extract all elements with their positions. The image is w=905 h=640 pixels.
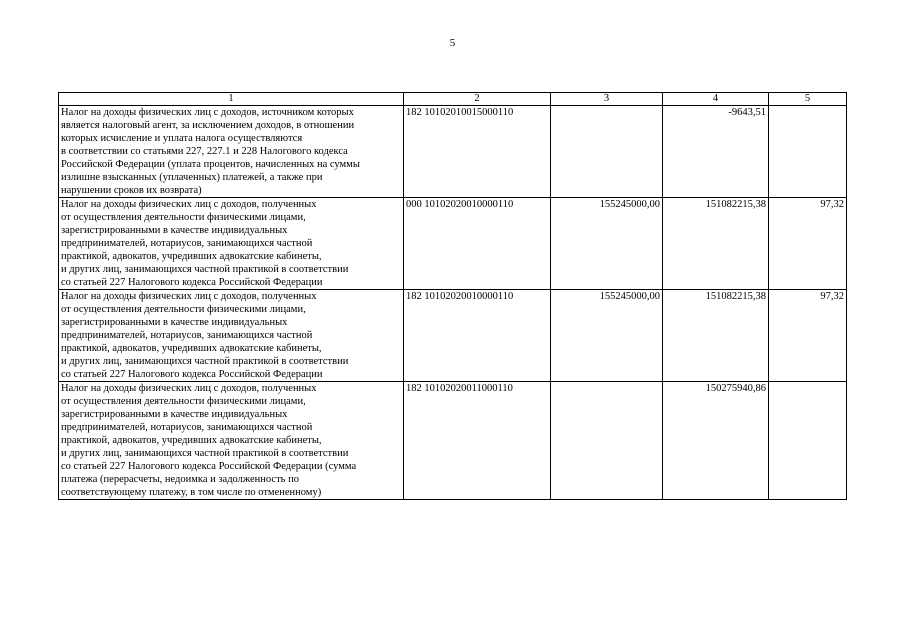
column-header-5: 5 bbox=[769, 93, 847, 106]
actual-amount-cell: 150275940,86 bbox=[663, 382, 769, 500]
page-number: 5 bbox=[449, 37, 456, 49]
budget-revenue-table bbox=[58, 92, 847, 500]
income-name-cell: Налог на доходы физических лиц с доходов, источником которых является налоговый агент, за исключением доходов, в отношении которых исчисление и уплата налога осуществляются в соответствии со статьями 227, 227.1 и 228 Налогового кодекса Российской Федерации (уплата процентов, начисленных на суммы излишне взысканных (уплаченных) платежей, а также при нарушении сроков их возврата) bbox=[59, 106, 404, 198]
execution-percent-cell: 97,32 bbox=[769, 198, 847, 290]
budget-code-cell: 182 10102020011000110 bbox=[404, 382, 551, 500]
table-row bbox=[59, 198, 847, 290]
planned-amount-cell: 155245000,00 bbox=[551, 198, 663, 290]
budget-code-cell: 000 10102020010000110 bbox=[404, 198, 551, 290]
execution-percent-cell bbox=[769, 106, 847, 198]
planned-amount-cell: 155245000,00 bbox=[551, 290, 663, 382]
planned-amount-cell bbox=[551, 382, 663, 500]
column-header-2: 2 bbox=[404, 93, 551, 106]
column-header-1: 1 bbox=[59, 93, 404, 106]
actual-amount-cell: 151082215,38 bbox=[663, 290, 769, 382]
income-name-cell: Налог на доходы физических лиц с доходов, полученных от осуществления деятельности физическими лицами, зарегистрированными в качестве индивидуальных предпринимателей, нотариусов, занимающихся частной практикой, адвокатов, учредивших адвокатские кабинеты, и других лиц, занимающихся частной практикой в соответствии со статьей 227 Налогового кодекса Российской Федерации (сумма платежа (перерасчеты, недоимка и задолженность по соответствующему платежу, в том числе по отмененному) bbox=[59, 382, 404, 500]
table-row bbox=[59, 106, 847, 198]
table-row bbox=[59, 290, 847, 382]
column-number-header-row bbox=[59, 93, 847, 106]
income-name-cell: Налог на доходы физических лиц с доходов, полученных от осуществления деятельности физическими лицами, зарегистрированными в качестве индивидуальных предпринимателей, нотариусов, занимающихся частной практикой, адвокатов, учредивших адвокатские кабинеты, и других лиц, занимающихся частной практикой в соответствии со статьей 227 Налогового кодекса Российской Федерации bbox=[59, 198, 404, 290]
income-name-cell: Налог на доходы физических лиц с доходов, полученных от осуществления деятельности физическими лицами, зарегистрированными в качестве индивидуальных предпринимателей, нотариусов, занимающихся частной практикой, адвокатов, учредивших адвокатские кабинеты, и других лиц, занимающихся частной практикой в соответствии со статьей 227 Налогового кодекса Российской Федерации bbox=[59, 290, 404, 382]
planned-amount-cell bbox=[551, 106, 663, 198]
budget-code-cell: 182 10102010015000110 bbox=[404, 106, 551, 198]
column-header-3: 3 bbox=[551, 93, 663, 106]
table-row bbox=[59, 382, 847, 500]
column-header-4: 4 bbox=[663, 93, 769, 106]
actual-amount-cell: -9643,51 bbox=[663, 106, 769, 198]
budget-code-cell: 182 10102020010000110 bbox=[404, 290, 551, 382]
execution-percent-cell: 97,32 bbox=[769, 290, 847, 382]
execution-percent-cell bbox=[769, 382, 847, 500]
actual-amount-cell: 151082215,38 bbox=[663, 198, 769, 290]
